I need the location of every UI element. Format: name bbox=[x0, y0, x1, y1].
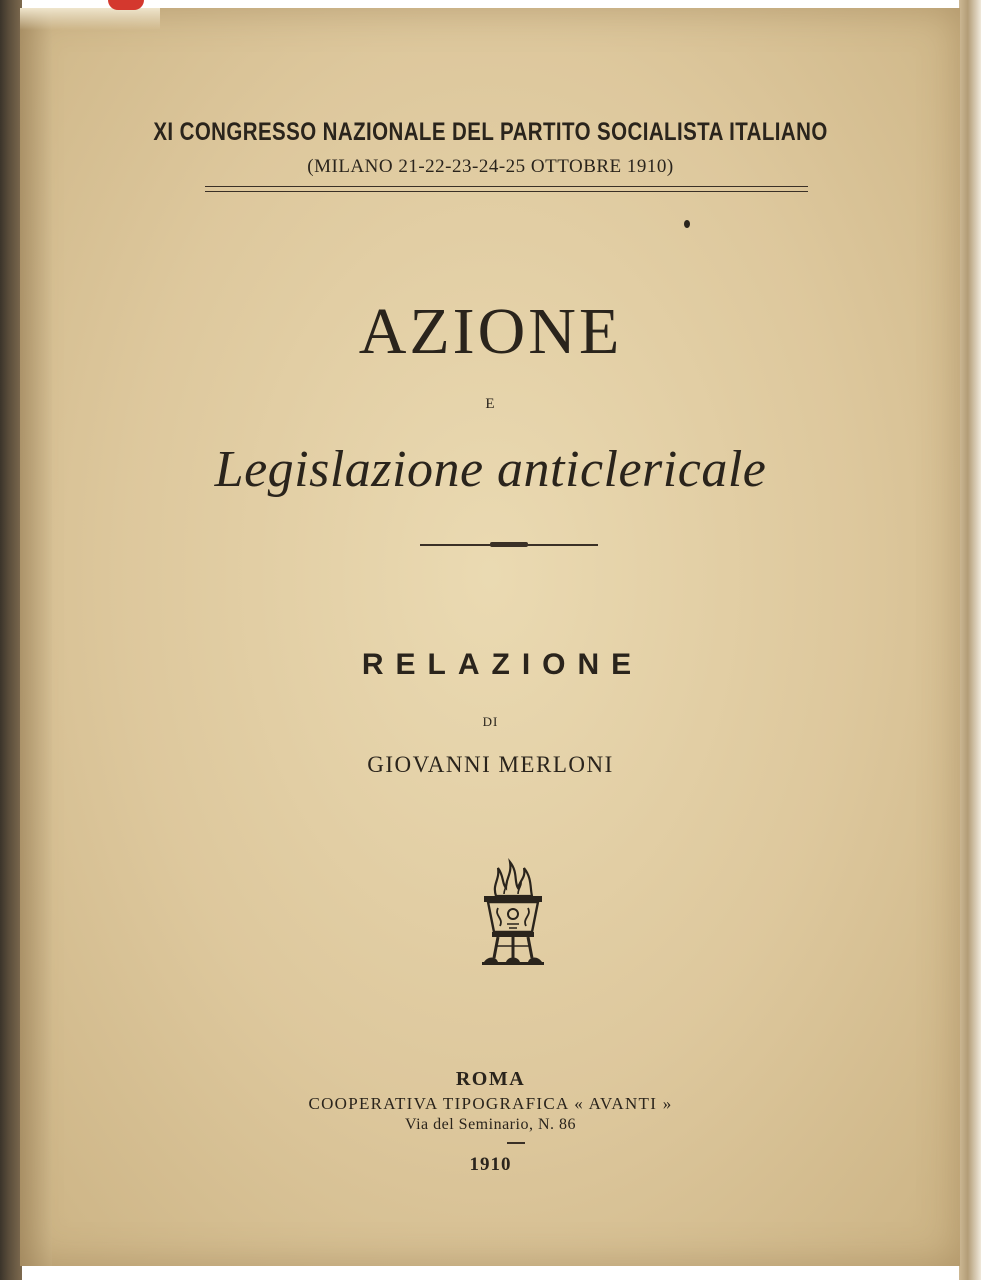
report-by: DI bbox=[482, 714, 499, 729]
flaming-brazier-icon bbox=[474, 858, 552, 970]
worn-corner bbox=[20, 8, 160, 30]
imprint-city: ROMA bbox=[455, 1068, 526, 1090]
short-rule bbox=[507, 1142, 525, 1144]
ink-dot bbox=[684, 220, 690, 228]
title-subtitle: Legislazione anticlericale bbox=[214, 441, 767, 498]
report-label: RELAZIONE bbox=[361, 648, 644, 681]
congress-heading: XI CONGRESSO NAZIONALE DEL PARTITO SOCIALISTA ITALIANO bbox=[153, 118, 828, 146]
title-conjunction: E bbox=[485, 396, 496, 412]
report-author: GIOVANNI MERLONI bbox=[367, 752, 614, 777]
imprint-year: 1910 bbox=[469, 1154, 512, 1175]
ornament-rule bbox=[420, 544, 598, 546]
congress-dates: (MILANO 21-22-23-24-25 OTTOBRE 1910) bbox=[307, 156, 674, 177]
double-rule-divider bbox=[205, 186, 808, 192]
title-main: AZIONE bbox=[358, 295, 623, 368]
imprint-address: Via del Seminario, N. 86 bbox=[404, 1116, 576, 1133]
red-sticker-mark bbox=[108, 0, 144, 10]
imprint-publisher: COOPERATIVA TIPOGRAFICA « AVANTI » bbox=[308, 1094, 673, 1113]
